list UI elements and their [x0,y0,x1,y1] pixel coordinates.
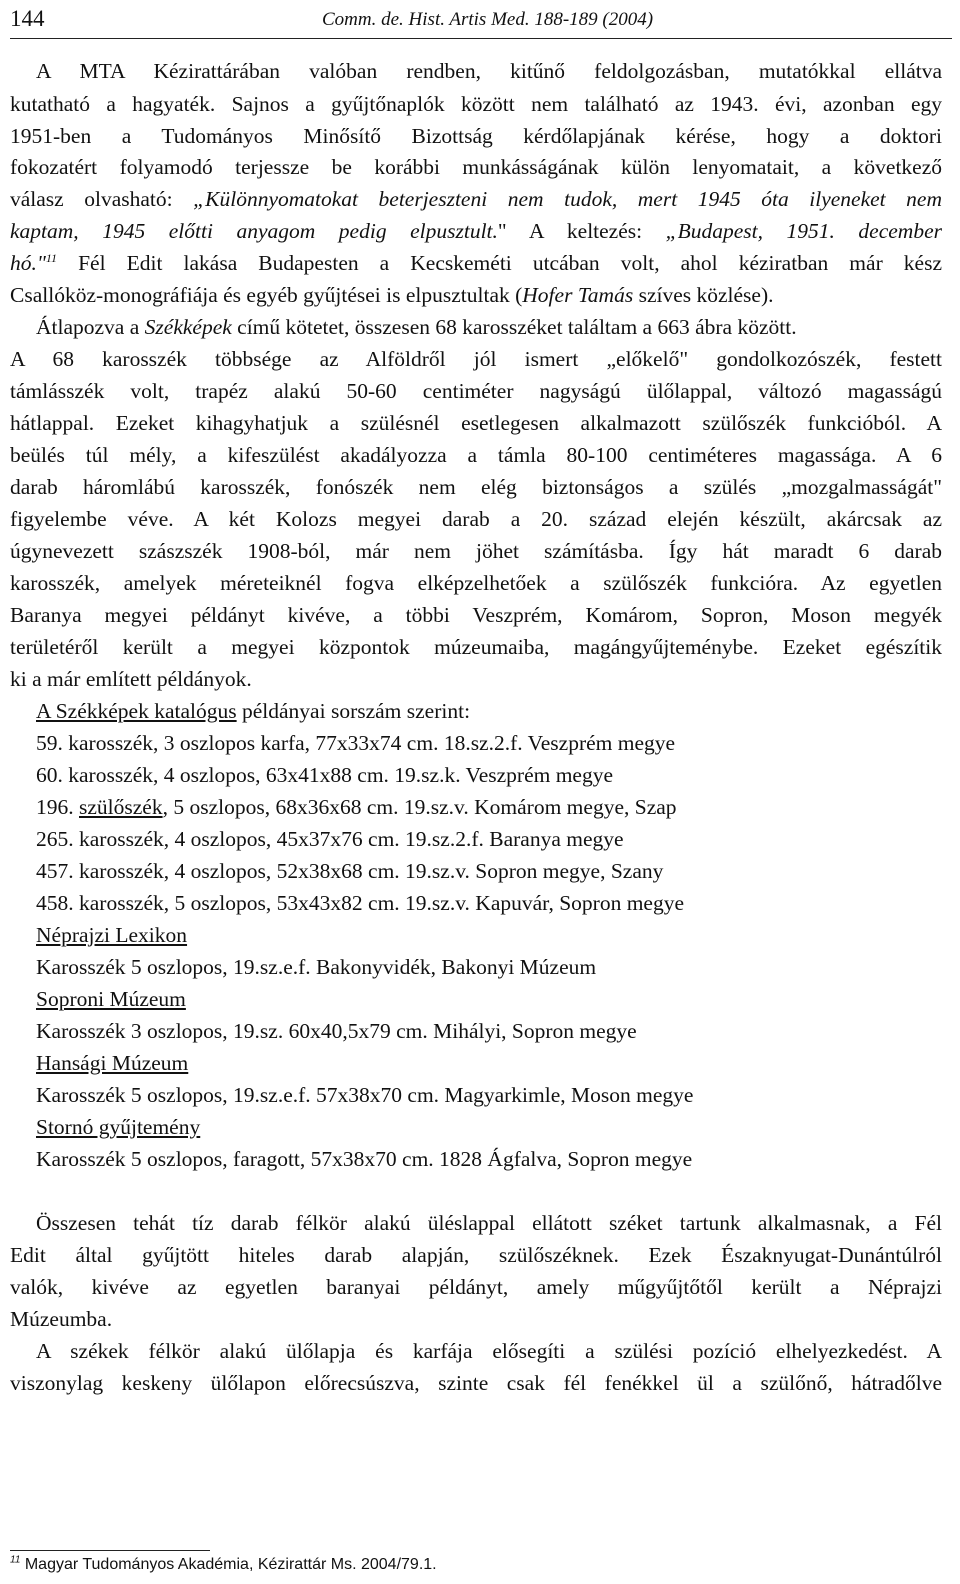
collection-entry: Karosszék 5 oszlopos, 19.sz.e.f. Bakonyvidék, Bakonyi Múzeum [36,955,597,979]
body-line: karosszék, amelyek méreteiknél fogva elképzelhetőek a szülőszék funkcióra. Az egyetlen [10,571,942,595]
body-line: Múzeumba. [10,1307,113,1331]
body-line [10,249,942,277]
text-span: hó." [10,251,46,275]
collection-name: Soproni Múzeum [36,987,186,1011]
body-line: 1951-ben a Tudományos Minősítő Bizottság kérdőlapjának kérése, hogy a doktori [10,124,942,148]
body-line: beülés túl mély, a kifeszülést akadályozza a támla 80-100 centiméteres magassága. A 6 [10,443,942,467]
body-line: úgynevezett szászszék 1908-ból, már nem jöhet számításba. Így hát maradt 6 darab [10,539,942,563]
collection-entry: Karosszék 5 oszlopos, 19.sz.e.f. 57x38x70 cm. Magyarkimle, Moson megye [36,1083,694,1107]
collection-entry: Karosszék 3 oszlopos, 19.sz. 60x40,5x79 cm. Mihályi, Sopron megye [36,1019,637,1043]
footnote-text: Magyar Tudományos Akadémia, Kézirattár Ms. 2004/79.1. [20,1556,437,1573]
page-number: 144 [10,6,45,31]
text-span: , 5 oszlopos, 68x36x68 cm. 19.sz.v. Komárom megye, Szap [162,795,677,819]
document-page [10,0,952,1584]
text-span: " A keltezés: [497,219,666,243]
catalog-item: 60. karosszék, 4 oszlopos, 63x41x88 cm. 19.sz.k. Veszprém megye [36,763,614,787]
collection-entry: Karosszék 5 oszlopos, faragott, 57x38x70 cm. 1828 Ágfalva, Sopron megye [36,1147,693,1171]
footnote-divider [10,1550,210,1551]
body-line: A 68 karosszék többsége az Alföldről jól ismert „előkelő" gondolkozószék, festett [10,347,942,371]
body-line: figyelembe véve. A két Kolozs megyei darab a 20. század elején készült, akárcsak az [10,507,942,531]
body-line: Összesen tehát tíz darab félkör alakú üléslappal ellátott széket tartunk alkalmasnak, a Fél [36,1211,942,1235]
quote-italic: kaptam, 1945 előtti anyagom pedig elpusztult. [10,219,498,243]
quote-italic: „Különnyomatokat beterjeszteni nem tudok, mert 1945 óta ilyeneket nem [193,187,943,211]
body-line [10,185,942,213]
footnote-marker: 11 [45,250,58,265]
footnote [10,1556,437,1574]
collection-name: Hansági Múzeum [36,1051,189,1075]
text-span: Csallóköz-monográfiája és egyéb gyűjtései is elpusztultak ( [10,283,523,307]
catalog-item: 265. karosszék, 4 oszlopos, 45x37x76 cm. 19.sz.2.f. Baranya megye [36,827,624,851]
catalog-item [36,793,677,821]
body-line: A MTA Kézirattárában valóban rendben, kitűnő feldolgozásban, mutatókkal ellátva [36,59,942,83]
body-line: Baranya megyei példányt kivéve, a többi Veszprém, Komárom, Sopron, Moson megyék [10,603,942,627]
body-line: valók, kivéve az egyetlen baranyai példányt, amely műgyűjtőtől került a Néprajzi [10,1275,942,1299]
journal-title: Comm. de. Hist. Artis Med. 188-189 (2004) [322,9,654,30]
catalog-item: 59. karosszék, 3 oszlopos karfa, 77x33x74 cm. 18.sz.2.f. Veszprém megye [36,731,676,755]
text-span: Átlapozva a [36,315,145,339]
catalog-heading [36,697,470,725]
text-span: 196. [36,795,79,819]
body-line: kutatható a hagyaték. Sajnos a gyűjtőnaplók között nem található az 1943. évi, azonban egy [10,92,942,116]
body-line: Edit által gyűjtött hiteles darab alapján, szülőszéknek. Ezek Északnyugat-Dunántúlról [10,1243,942,1267]
date-italic: „Budapest, 1951. december [665,219,942,243]
text-span: című kötetet, összesen 68 karosszéket találtam a 663 ábra között. [231,315,797,339]
book-title-italic: Székképek [144,315,232,339]
text-span: szíves közlése). [633,283,774,307]
body-line: ki a már említett példányok. [10,667,252,691]
collection-name: Néprajzi Lexikon [36,923,188,947]
body-line: A székek félkör alakú ülőlapja és karfája elősegíti a szülési pozíció elhelyezkedést. A [36,1339,942,1363]
body-line [36,313,797,341]
body-line: területéről került a megyei központok múzeumaiba, magángyűjteménybe. Ezeket egészítik [10,635,942,659]
body-line: támlásszék volt, trapéz alakú 50-60 centiméter nagyságú ülőlappal, változó magasságú [10,379,942,403]
catalog-item: 457. karosszék, 4 oszlopos, 52x38x68 cm. 19.sz.v. Sopron megye, Szany [36,859,664,883]
footnote-number: 11 [10,1554,21,1566]
text-span: Fél Edit lakása Budapesten a Kecskeméti utcában volt, ahol kéziratban már kész [57,251,942,275]
catalog-heading-underlined: A Székképek katalógus [36,699,237,723]
name-italic: Hofer Tamás [522,283,634,307]
body-line: fokozatért folyamodó terjessze be korábbi munkásságának külön lenyomatait, a következő [10,155,942,179]
body-line: viszonylag keskeny ülőlapon előrecsúszva, szinte csak fél fenékkel ül a szülőnő, hátradőlve [10,1371,942,1395]
underlined-term: szülőszék [79,795,163,819]
text-span: válasz olvasható: [10,187,194,211]
collection-name: Stornó gyűjtemény [36,1115,201,1139]
running-header [10,4,952,39]
body-line [10,217,942,245]
body-line [10,281,774,309]
body-line: hátlappal. Ezeket kihagyhatjuk a szülésnél esetlegesen alkalmazott szülőszék funkcióból. A [10,411,942,435]
catalog-item: 458. karosszék, 5 oszlopos, 53x43x82 cm. 19.sz.v. Kapuvár, Sopron megye [36,891,685,915]
text-span: példányai sorszám szerint: [236,699,471,723]
body-line: darab háromlábú karosszék, fonószék nem elég biztonságos a szülés „mozgalmasságát" [10,475,942,499]
